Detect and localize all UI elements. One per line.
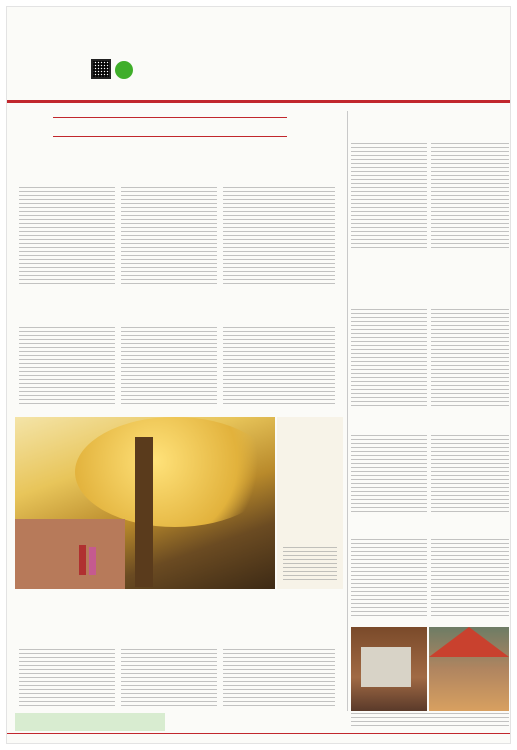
newspaper-page — [6, 6, 511, 744]
story2-column-2 — [121, 325, 217, 407]
footer-banner — [15, 713, 165, 731]
right-photo-caption — [351, 713, 509, 729]
right-story2-col2 — [431, 307, 509, 409]
right-story3-col1 — [351, 433, 427, 515]
photo-roof — [429, 627, 509, 657]
story1-column-2 — [121, 187, 217, 287]
campaign-banner — [53, 117, 287, 137]
right-photo-2 — [429, 627, 509, 711]
story1-column-1 — [19, 187, 115, 287]
photo-person — [79, 545, 86, 575]
photo-side-panel — [277, 417, 343, 589]
newspaper-title — [169, 21, 355, 79]
story3-column-3 — [223, 649, 335, 709]
story2-column-3 — [223, 325, 335, 407]
story2-column-1 — [19, 325, 115, 407]
right-photo-1 — [351, 627, 427, 711]
photo-tree-trunk — [135, 437, 153, 587]
wechat-icon — [115, 61, 133, 79]
right-story3-col2 — [431, 433, 509, 515]
story1-column-3 — [223, 187, 335, 287]
story3-column-1 — [19, 649, 115, 709]
qr-code-icon — [91, 59, 111, 79]
page-footer — [7, 733, 511, 743]
masthead — [7, 7, 511, 103]
right-story4-col1 — [351, 539, 427, 619]
photo-building — [361, 647, 411, 687]
photo-canopy — [75, 417, 275, 527]
story3-column-2 — [121, 649, 217, 709]
right-story1-col1 — [351, 143, 427, 251]
right-story1-col2 — [431, 143, 509, 251]
photo-wall — [15, 519, 125, 589]
photo-person — [89, 547, 96, 575]
right-story2-col1 — [351, 307, 427, 409]
right-story4-col2 — [431, 539, 509, 619]
photo-caption-text — [283, 547, 337, 583]
column-divider — [347, 111, 348, 711]
ginkgo-tree-photo — [15, 417, 275, 589]
